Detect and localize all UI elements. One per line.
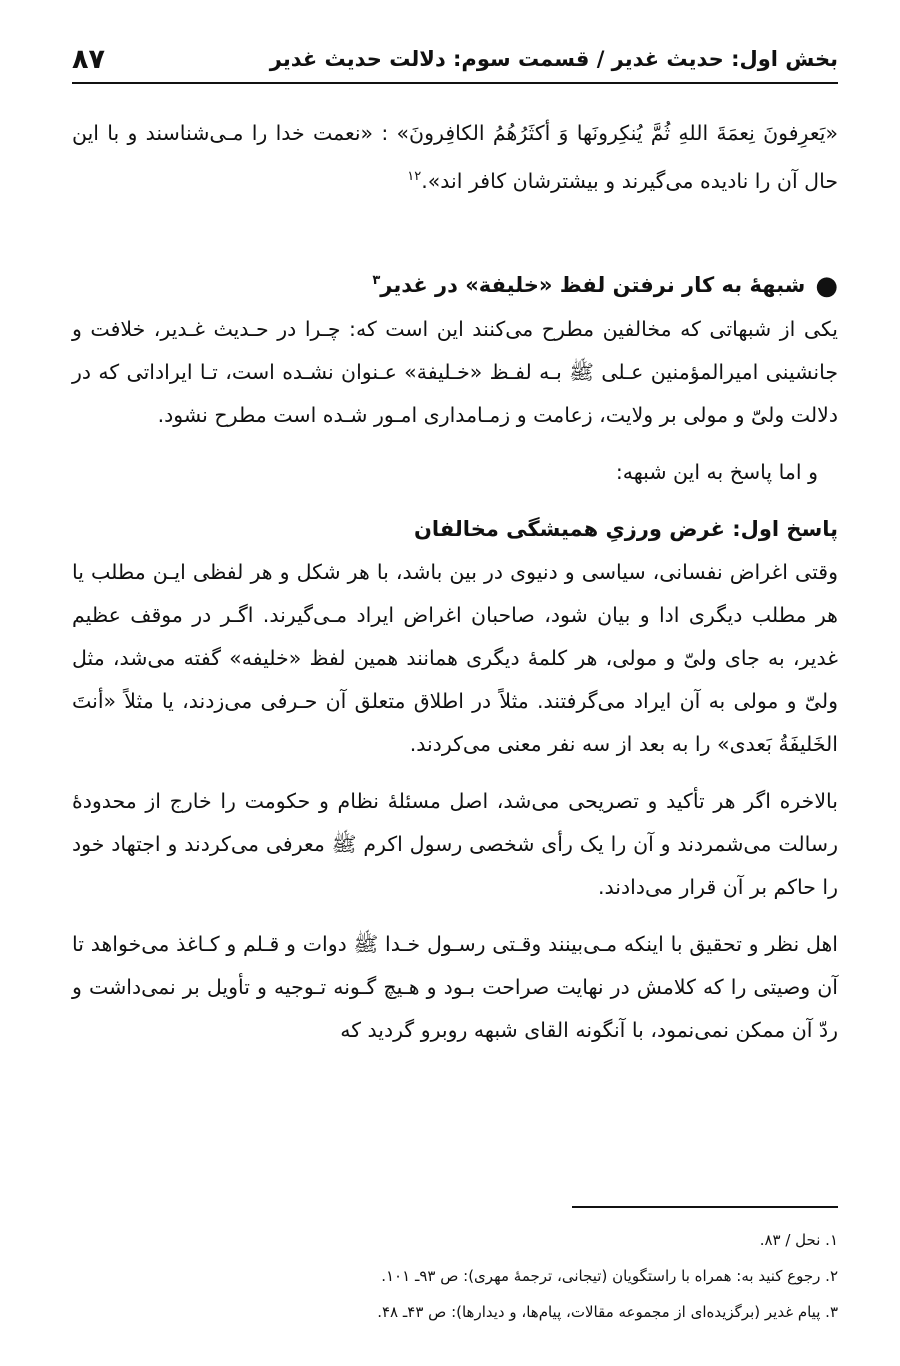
footnotes — [72, 1222, 838, 1330]
footnote-3: ۳. پیام غدیر (برگزیده‌ای از مجموعه مقالات، پیام‌ها، و دیدارها): ص ۴۳ـ ۴۸. — [377, 1303, 838, 1321]
paragraph: یکی از شبهاتی که مخالفین مطرح می‌کنند این است که: چـرا در حـدیث غـدیر، خلافت و جانشینی امیرالمؤمنین عـلی ﷺ بـه لفـظ «خـلیفة» عـنوان نشـده است، تـا ایراداتی که در دلالت ولیّ و مولی بر ولایت، زعامت و زمـامداری امـور شـده است مطرح نشود. — [72, 316, 838, 427]
running-header — [72, 36, 838, 84]
paragraph: بالاخره اگر هر تأکید و تصریحی می‌شد، اصل مسئلۀ نظام و حکومت را خارج از محدودۀ رسالت می‌شمردند و آن را یک رأی شخصی رسول اکرم ﷺ معرفی می‌کردند و اجتهاد خود را حاکم بر آن قرار می‌دادند. — [72, 788, 838, 899]
page-number: ۸۷ — [72, 43, 105, 75]
footnote-ref-3: ۳ — [372, 272, 381, 288]
paragraph: و اما پاسخ به این شبهه: — [615, 459, 818, 484]
main-text — [72, 112, 838, 1052]
paragraph: اهل نظر و تحقیق با اینکه مـی‌بینند وقـتی رسـول خـدا ﷺ دوات و قـلم و کـاغذ می‌خواهد تا آن وصیتی را که کلامش در نهایت صراحت بـود و هـیچ گـونه تـوجیه و تأویل بر نمی‌داشت و ردّ آن ممکن نمی‌نمود، با آنگونه القای شبهه روبرو گردید که — [72, 931, 838, 1042]
footnote-ref-1: ۱ — [407, 169, 415, 184]
section-heading-text: شبهۀ به کار نرفتن لفظ «خلیفة» در غدیر — [380, 272, 806, 297]
footnote-ref-2: ۲ — [414, 169, 422, 184]
running-title: بخش اول: حدیث غدیر / قسمت سوم: دلالت حدیث غدیر — [269, 47, 838, 71]
footnote-divider — [572, 1206, 838, 1208]
footnote-2: ۲. رجوع کنید به: همراه با راستگویان (تیجانی، ترجمۀ مهری): ص ۹۳ـ ۱۰۱. — [381, 1267, 838, 1285]
quote-text: «یَعرِفونَ نِعمَةَ اللهِ ثُمَّ یُنکِرونَها وَ أکثَرُهُمُ الکافِرونَ» : «نعمت خدا را مـی‌شناسند و با این حال آن را نادیده می‌گیرند و بیشترشان کافر اند». — [72, 121, 838, 193]
footnote-1: ۱. نحل / ۸۳. — [759, 1231, 838, 1249]
quranic-quote-paragraph — [72, 112, 838, 203]
bullet-icon: ● — [815, 270, 838, 301]
answer-heading: پاسخ اول: غرض ورزیِ همیشگی مخالفان — [414, 516, 838, 541]
section-heading — [72, 259, 838, 308]
paragraph: وقتی اغراض نفسانی، سیاسی و دنیوی در بین باشد، با هر شکل و هر لفظی ایـن مطلب یا هر مطلب دیگری ادا و بیان شود، صاحبان اغراض ایراد مـی‌گیرند. اگـر در موقف عظیم غدیر، به جای ولیّ و مولی، هر کلمۀ دیگری همانند همین لفظ «خلیفه» گفته می‌شد، مثل ولیّ و مولی به آن ایراد می‌گرفتند. مثلاً در اطلاق متعلق آن حـرفی می‌زدند، یا مثلاً «أنتَ الخَلیفَةُ بَعدی» را به بعد از سه نفر معنی می‌کردند. — [72, 559, 838, 756]
